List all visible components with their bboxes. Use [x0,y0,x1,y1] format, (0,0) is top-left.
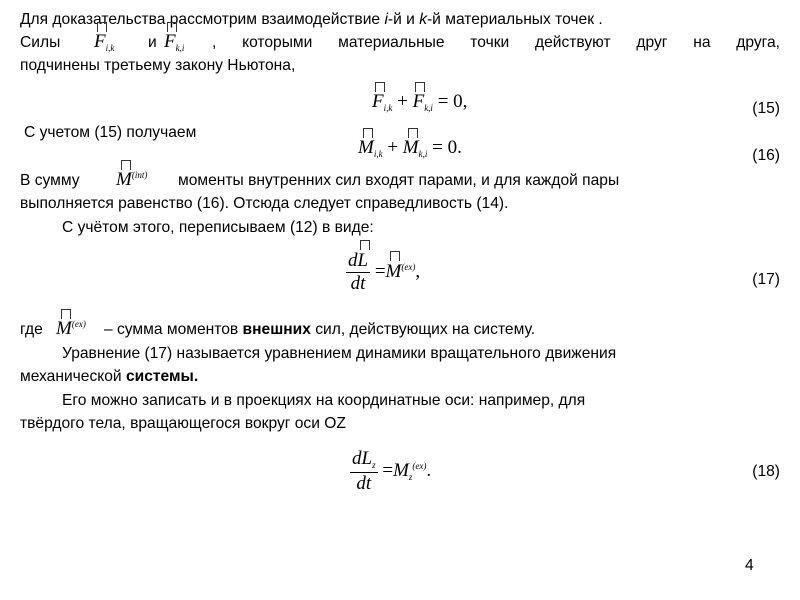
equation-number-15: (15) [752,100,780,117]
vector-M: M [56,318,72,339]
math-operator: + [387,137,399,158]
text-segment: Для доказательства рассмотрим взаимодействие [20,11,385,28]
text-line-7 [62,218,374,238]
text-line-5-rest [178,171,619,191]
text-line-4 [24,123,196,143]
superscript: (int) [131,170,148,180]
text-line-6 [20,194,508,214]
text-segment: подчинены третьему закону Ньютона, [20,57,296,74]
inline-formula-F-ki [164,32,184,54]
text-line-8 [20,320,43,340]
math-value: 0. [447,137,462,158]
text-segment: и [148,34,157,51]
text-segment: k [419,11,427,28]
text-line-5 [20,171,80,191]
math-symbol: d [352,448,362,469]
text-line-2 [20,33,60,53]
text-line-3 [20,56,295,76]
subscript: k,i [424,103,433,113]
text-segment: В сумму [20,172,80,189]
text-segment: сил, действующих на систему. [310,321,536,338]
equation-16 [358,138,462,160]
subscript: i,k [383,103,393,113]
text-segment: С учетом (15) получаем [24,124,197,141]
text-line-8-rest [104,320,535,340]
page-number: 4 [745,557,754,574]
math-punctuation: , [415,260,421,282]
vector-F: F [412,91,425,112]
vector-L: L [357,250,369,271]
subscript: i,k [105,43,115,53]
text-line-10 [20,367,198,387]
math-operator: = [432,137,443,158]
text-segment: Его можно записать и в проекциях на координатные оси: например, для [62,392,586,409]
text-segment: выполняется равенство (16). Отсюда следует справедливость (14). [20,195,509,212]
vector-F: F [94,31,106,52]
text-bold: внешних [242,321,311,338]
math-value: 0, [453,91,468,112]
text-bold: системы. [125,368,199,385]
math-operator: = [437,91,449,112]
vector-M: M [402,137,419,158]
math-symbol: M [393,459,409,481]
text-line-9 [62,344,616,364]
text-segment: – сумма моментов [104,321,243,338]
subscript: i,k [373,149,383,159]
math-operator: = [382,459,394,481]
math-symbol: dt [350,472,378,495]
math-symbol: dt [346,272,370,295]
inline-formula-M-int [116,170,147,192]
vector-F: F [164,31,176,52]
vector-F: F [372,91,384,112]
vector-M: M [116,169,132,190]
text-segment: -й материальных точек . [426,11,603,28]
text-segment: Силы [20,34,61,51]
text-segment: моменты внутренних сил входят парами, и для каждой пары [178,172,620,189]
text-segment: где [20,321,43,338]
superscript: (ex) [401,261,416,272]
equation-number-17: (17) [752,271,780,288]
subscript: z [408,471,413,482]
vector-M: M [385,260,402,282]
text-segment: С учётом этого, переписываем (12) в виде: [62,219,374,236]
text-word-and [148,33,157,53]
vector-M: M [358,137,374,158]
math-operator: = [374,260,386,282]
text-segment: Уравнение (17) называется уравнением динамики вращательного движения [62,345,617,362]
fraction-dL-dt [346,250,370,295]
equation-number-18: (18) [752,463,780,480]
text-segment: твёрдого тела, вращающегося вокруг оси OZ [20,415,346,432]
inline-formula-M-ex [56,319,86,341]
math-symbol: d [348,250,358,271]
superscript: (ex) [412,460,427,471]
equation-number-16: (16) [752,147,780,164]
equation-17 [346,250,420,295]
math-symbol: L [361,448,373,469]
subscript: z [372,460,376,470]
text-line-2-rest [212,33,780,53]
subscript: k,i [418,149,428,159]
text-segment: , которыми материальные точки действуют друг на друга, [212,34,780,51]
superscript: (ex) [71,319,86,329]
text-segment: -й и [387,11,420,28]
math-operator: + [397,91,408,112]
text-segment: i [384,11,388,28]
subscript: k,i [175,43,185,53]
text-line-1 [20,10,603,30]
text-segment: механической [20,368,126,385]
equation-18 [350,448,431,495]
math-punctuation: . [426,459,432,481]
text-line-12 [20,414,346,434]
text-line-11 [62,391,585,411]
fraction-dLz-dt [350,448,378,495]
inline-formula-F-ik [94,32,114,54]
equation-15 [372,92,467,114]
